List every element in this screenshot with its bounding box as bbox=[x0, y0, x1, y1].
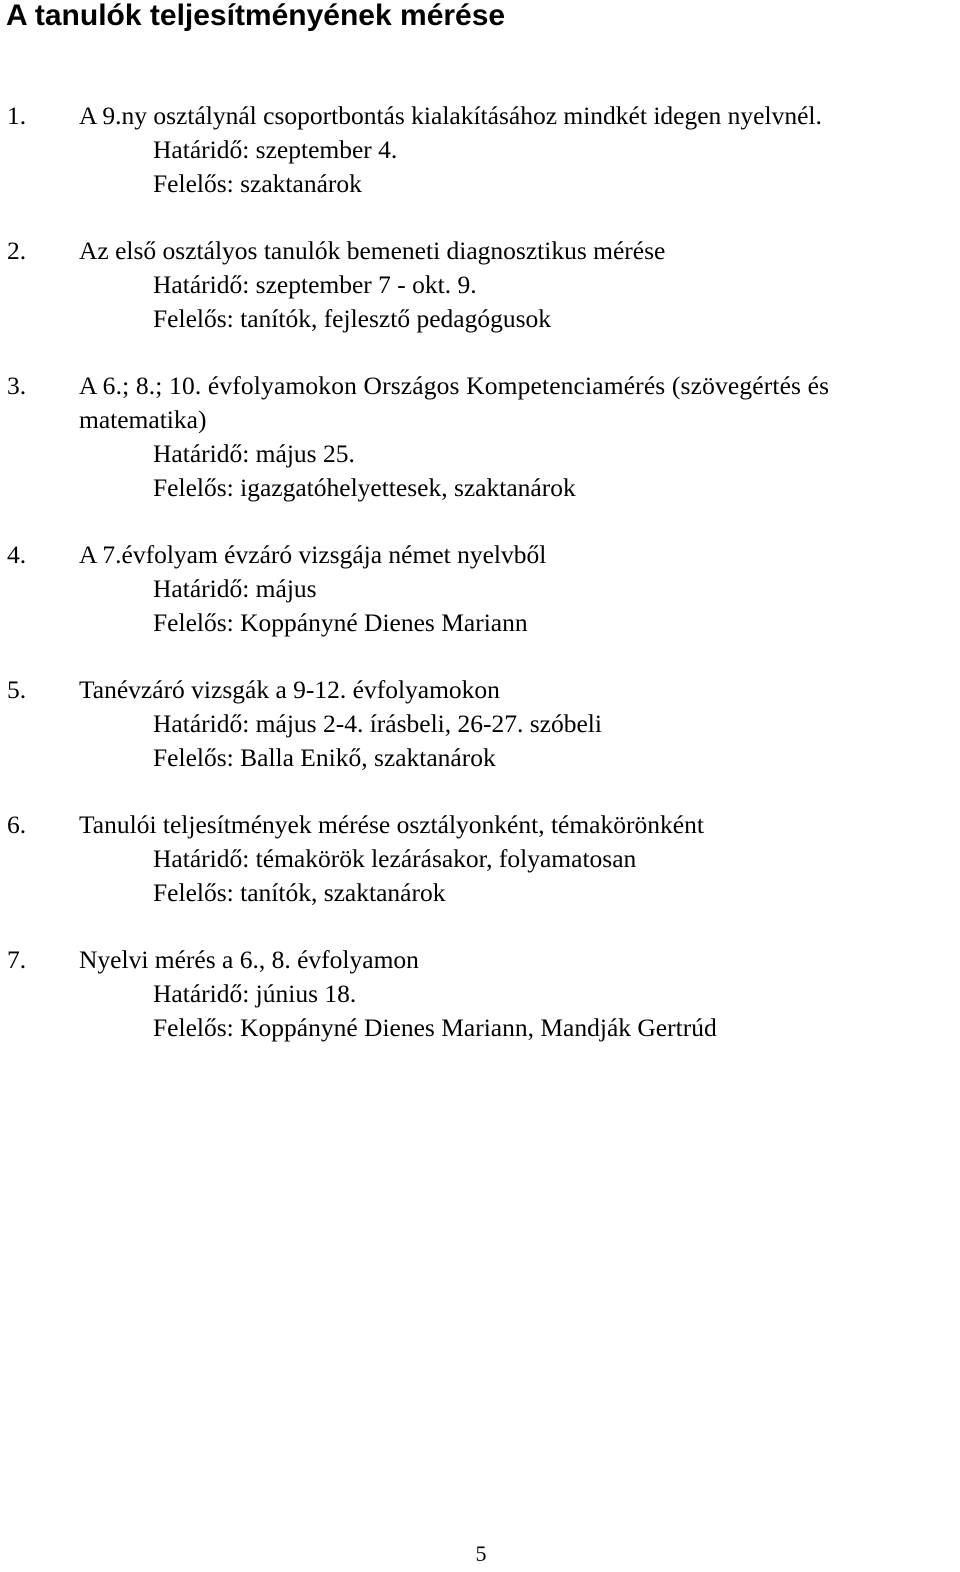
item-text: Tanulói teljesítmények mérése osztályonként, témakörönként bbox=[79, 810, 704, 839]
item-deadline: Határidő: témakörök lezárásakor, folyamatosan bbox=[153, 844, 637, 873]
item-text: Az első osztályos tanulók bemeneti diagnosztikus mérése bbox=[79, 236, 666, 265]
item-responsible: Felelős: Koppányné Dienes Mariann, Mandják Gertrúd bbox=[153, 1013, 717, 1042]
item-text: Nyelvi mérés a 6., 8. évfolyamon bbox=[79, 945, 419, 974]
task-item-6 bbox=[0, 808, 960, 910]
item-deadline: Határidő: május bbox=[153, 574, 317, 603]
item-text: A 9.ny osztálynál csoportbontás kialakításához mindkét idegen nyelvnél. bbox=[79, 101, 822, 130]
page-number: 5 bbox=[475, 1541, 487, 1566]
item-number-spacer bbox=[0, 403, 79, 437]
item-number: 6. bbox=[7, 810, 27, 839]
item-responsible: Felelős: Balla Enikő, szaktanárok bbox=[153, 743, 496, 772]
item-deadline: Határidő: szeptember 7 - okt. 9. bbox=[153, 270, 477, 299]
item-number: 2. bbox=[7, 236, 27, 265]
task-item-7 bbox=[0, 943, 960, 1045]
task-item-2 bbox=[0, 234, 960, 336]
item-text: A 7.évfolyam évzáró vizsgája német nyelvből bbox=[79, 540, 547, 569]
item-text: Tanévzáró vizsgák a 9-12. évfolyamokon bbox=[79, 675, 500, 704]
item-number: 4. bbox=[7, 540, 27, 569]
item-deadline: Határidő: június 18. bbox=[153, 979, 357, 1008]
item-text-line-2: matematika) bbox=[79, 405, 207, 434]
item-text-line-1: A 6.; 8.; 10. évfolyamokon Országos Kompetenciamérés (szövegértés és bbox=[79, 371, 830, 400]
item-responsible: Felelős: tanítók, fejlesztő pedagógusok bbox=[153, 304, 552, 333]
item-number: 3. bbox=[7, 371, 27, 400]
item-deadline: Határidő: május 25. bbox=[153, 439, 355, 468]
item-responsible: Felelős: igazgatóhelyettesek, szaktanárok bbox=[153, 473, 576, 502]
task-item-3 bbox=[0, 369, 960, 505]
item-deadline: Határidő: szeptember 4. bbox=[153, 135, 398, 164]
item-responsible: Felelős: tanítók, szaktanárok bbox=[153, 878, 446, 907]
item-responsible: Felelős: Koppányné Dienes Mariann bbox=[153, 608, 528, 637]
task-list bbox=[0, 99, 960, 1078]
page-title: A tanulók teljesítményének mérése bbox=[6, 0, 506, 32]
task-item-5 bbox=[0, 673, 960, 775]
task-item-4 bbox=[0, 538, 960, 640]
item-responsible: Felelős: szaktanárok bbox=[153, 169, 362, 198]
item-number: 1. bbox=[7, 101, 27, 130]
item-number: 7. bbox=[7, 945, 27, 974]
item-deadline: Határidő: május 2-4. írásbeli, 26-27. szóbeli bbox=[153, 709, 602, 738]
item-number: 5. bbox=[7, 675, 27, 704]
task-item-1 bbox=[0, 99, 960, 201]
